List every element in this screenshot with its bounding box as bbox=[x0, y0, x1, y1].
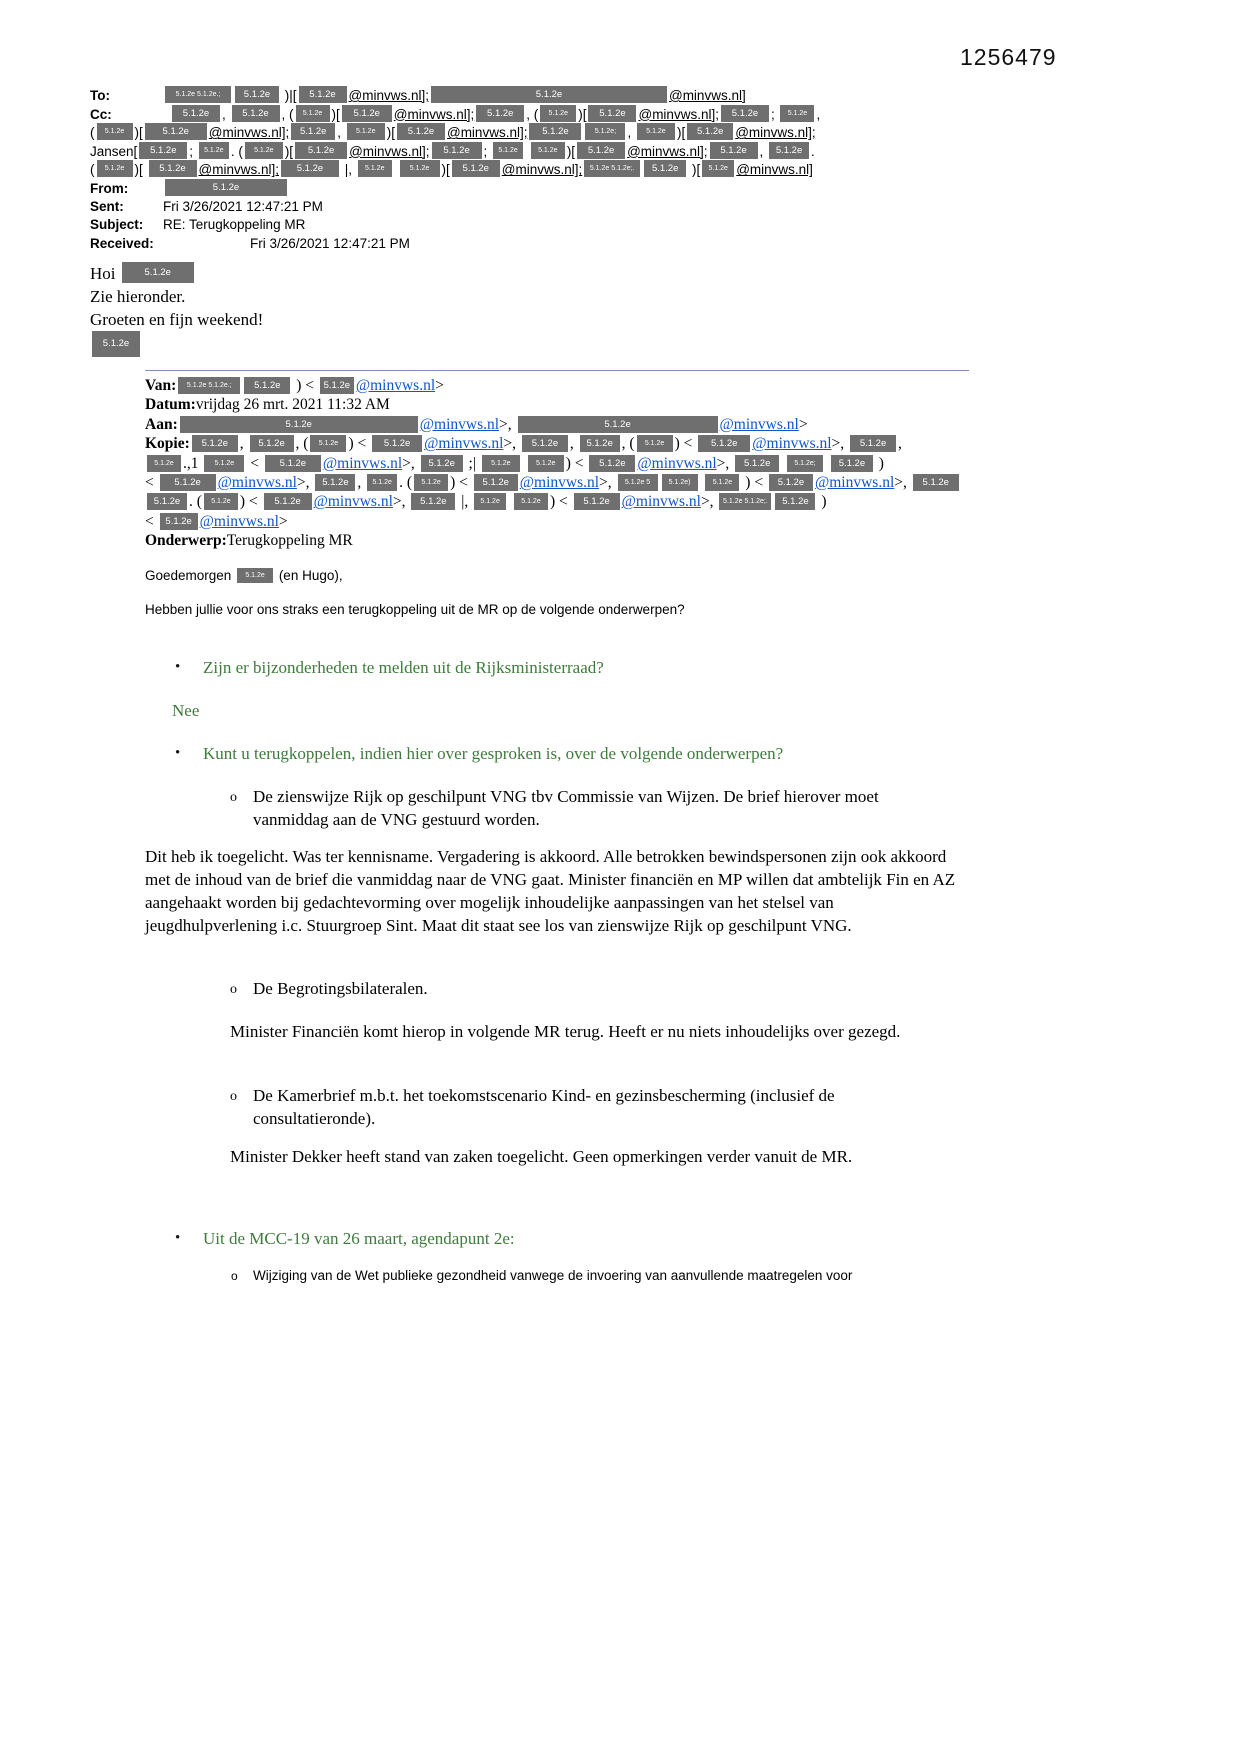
redaction-box: 5.1.2e bbox=[358, 160, 392, 177]
datum-line: Datum:vrijdag 26 mrt. 2021 11:32 AM bbox=[145, 396, 390, 414]
cc-continuation-2: ( 5.1.2e )[ 5.1.2e @minvws.nl]; 5.1.2e |, 5.1.2e 5.1.2e )[ 5.1.2e @minvws.nl]; 5.1.2e 5.1.2e;. 5.1.2e )[ 5.1.2e @minvws.nl] bbox=[90, 162, 813, 178]
redaction-box: 5.1.2e bbox=[574, 493, 620, 510]
redaction-box: 5.1.2e bbox=[199, 142, 229, 159]
field-label: Sent: bbox=[90, 198, 124, 214]
redaction-box: 5.1.2e bbox=[710, 142, 758, 159]
email-domain-text: @minvws.nl]; bbox=[446, 125, 528, 141]
cc-line: Cc: 5.1.2e , 5.1.2e , ( 5.1.2e )[ 5.1.2e @minvws.nl]; 5.1.2e , ( 5.1.2e )[ 5.1.2e @minvws.nl]; 5.1.2e ; 5.1.2e , bbox=[90, 105, 820, 124]
redaction-box: 5.1.2e bbox=[264, 493, 312, 510]
field-label: Onderwerp: bbox=[145, 532, 227, 550]
received-line: Received: Fri 3/26/2021 12:47:21 PM bbox=[90, 235, 820, 254]
email-domain-link[interactable]: @minvws.nl bbox=[313, 493, 393, 511]
redaction-box: 5.1.2e bbox=[281, 160, 339, 177]
redaction-box: 5.1.2e bbox=[769, 474, 813, 491]
redaction-box: 5.1.2e bbox=[780, 105, 814, 122]
redaction-box: 5.1.2e bbox=[97, 123, 133, 140]
redaction-box: 5.1.2e bbox=[518, 416, 718, 433]
answer-kamerbrief bbox=[230, 1145, 969, 1168]
redaction-box: 5.1.2e bbox=[97, 160, 133, 177]
redaction-box: 5.1.2e bbox=[296, 105, 330, 122]
paragraph-text: De Begrotingsbilateralen. bbox=[253, 978, 428, 998]
redaction-box: 5.1.2e bbox=[180, 416, 418, 433]
email-domain-link[interactable]: @minvws.nl bbox=[322, 454, 403, 472]
bullet-marker: • bbox=[175, 744, 181, 761]
bullet-marker: • bbox=[175, 1229, 181, 1246]
redaction-box: 5.1.2e bbox=[721, 105, 769, 122]
redaction-box: 5.1.2e bbox=[250, 435, 294, 452]
redaction-box: 5.1.2e bbox=[831, 455, 873, 472]
email-domain-link[interactable]: @minvws.nl bbox=[814, 474, 895, 492]
paragraph-text: Minister Financiën komt hierop in volgende MR terug. Heeft er nu niets inhoudelijks over gezegd. bbox=[230, 1021, 901, 1041]
see-below-line: Zie hieronder. bbox=[90, 287, 186, 306]
redaction-box: 5.1.2e bbox=[172, 105, 220, 122]
email-domain-link[interactable]: @minvws.nl bbox=[199, 512, 279, 530]
redaction-box: 5.1.2e bbox=[414, 474, 448, 491]
bullet-terugkoppelen bbox=[145, 742, 969, 765]
redaction-box: 5.1.2e bbox=[476, 105, 524, 122]
subbullet-wpg bbox=[145, 1267, 969, 1284]
redaction-box: 5.1.2e bbox=[245, 142, 283, 159]
bullet-marker: o bbox=[230, 981, 237, 997]
paragraph-text: Goedemorgen 5.1.2e (en Hugo), bbox=[145, 567, 343, 583]
redaction-box: 5.1.2e bbox=[232, 105, 280, 122]
redaction-box: 5.1.2e bbox=[421, 455, 463, 472]
bullet-marker: • bbox=[175, 658, 181, 675]
van-line: Van:5.1.2e 5.1.2e.; 5.1.2e ) < 5.1.2e @minvws.nl> bbox=[145, 377, 444, 394]
email-domain-text: @minvws.nl]; bbox=[627, 143, 708, 159]
bullet-marker: o bbox=[230, 1088, 237, 1104]
redaction-box: 5.1.2e bbox=[320, 377, 354, 394]
redaction-box: 5.1.2e bbox=[299, 86, 347, 103]
redaction-box: 5.1.2e bbox=[577, 142, 625, 159]
quoted-email-header bbox=[145, 376, 969, 551]
email-domain-text: @minvws.nl]; bbox=[393, 106, 475, 122]
redaction-box: 5.1.2e bbox=[237, 568, 273, 583]
redaction-box: 5.1.2e bbox=[705, 474, 739, 491]
redaction-box: 5.1.2e bbox=[775, 493, 815, 510]
kopie-line-1: Kopie:5.1.2e , 5.1.2e , ( 5.1.2e ) < 5.1.2e @minvws.nl>, 5.1.2e , 5.1.2e , ( 5.1.2e ) < 5.1.2e @minvws.nl>, 5.1.2e , bbox=[145, 435, 902, 453]
email-header bbox=[90, 86, 820, 253]
kopie-line-5: < 5.1.2e @minvws.nl> bbox=[145, 512, 288, 530]
paragraph-text: Dit heb ik toegelicht. Was ter kennisname. Vergadering is akkoord. Alle betrokken bewindspersonen zijn ook akkoord met de inhoud van de brief die vanmiddag naar de VNG gaat. Minister financiën en MP willen dat ambtelijk Fin en AZ aangehaakt worden bij gedachtevorming over mogelijk inhoudelijke aanpassingen van het stelsel van jeugdhulpverlening i.c. Stuurgroep Sint. Maat dit staat see los van zienswijze Rijk op geschilpunt VNG. bbox=[145, 846, 956, 935]
redaction-box: 5.1.2e bbox=[913, 474, 959, 491]
kopie-line-4: 5.1.2e . ( 5.1.2e ) < 5.1.2e @minvws.nl>, 5.1.2e |, 5.1.2e 5.1.2e ) < 5.1.2e @minvws.nl>, 5.1.2e 5.1.2e;. 5.1.2e ) bbox=[145, 492, 969, 511]
redaction-box: 5.1.2e bbox=[310, 435, 346, 452]
subbullet-begrotingsbilateralen bbox=[145, 977, 969, 1000]
kopie-line-2: 5.1.2e .,1 5.1.2e < 5.1.2e @minvws.nl>, 5.1.2e ;| 5.1.2e 5.1.2e ) < 5.1.2e @minvws.nl>, 5.1.2e 5.1.2e; 5.1.2e ) bbox=[145, 454, 969, 473]
redaction-box: 5.1.2e bbox=[244, 377, 290, 394]
question-paragraph bbox=[145, 601, 969, 618]
redaction-box: 5.1.2e bbox=[342, 105, 392, 122]
redaction-box: 5.1.2e bbox=[580, 435, 620, 452]
redaction-box: 5.1.2e bbox=[474, 474, 518, 491]
redaction-box: 5.1.2e 5.1.2e.; bbox=[165, 86, 231, 103]
redaction-box: 5.1.2e bbox=[347, 123, 385, 140]
field-label: Received: bbox=[90, 235, 154, 251]
subbullet-kamerbrief bbox=[145, 1084, 969, 1130]
cc-continuation-jansen: Jansen[ 5.1.2e ; 5.1.2e . ( 5.1.2e )[ 5.1.2e @minvws.nl]; 5.1.2e ; 5.1.2e 5.1.2e )[ 5.1.2e @minvws.nl]; 5.1.2e , 5.1.2e . bbox=[90, 143, 815, 159]
field-label: Kopie: bbox=[145, 435, 190, 453]
redaction-box: 5.1.2e bbox=[644, 160, 686, 177]
email-domain-text: @minvws.nl] bbox=[736, 162, 813, 178]
redaction-box: 5.1.2e bbox=[122, 262, 194, 283]
redaction-box: 5.1.2e bbox=[315, 474, 355, 491]
subbullet-zienswijze bbox=[145, 785, 969, 831]
email-domain-link[interactable]: @minvws.nl bbox=[419, 415, 500, 433]
email-domain-text: @minvws.nl]; bbox=[501, 162, 583, 178]
paragraph-text: Wijziging van de Wet publieke gezondheid vanwege de invoering van aanvullende maatregelen voor bbox=[253, 1267, 853, 1283]
email-domain-link[interactable]: @minvws.nl bbox=[217, 474, 297, 492]
redaction-box: 5.1.2e 5.1.2e;. bbox=[719, 493, 771, 510]
paragraph-text: Nee bbox=[172, 700, 200, 720]
quoted-email bbox=[145, 370, 969, 1284]
email-domain-link[interactable]: @minvws.nl bbox=[355, 377, 436, 394]
redaction-box: 5.1.2e bbox=[204, 455, 244, 472]
redaction-box: 5.1.2e bbox=[149, 160, 197, 177]
redaction-box: 5.1.2e bbox=[452, 160, 500, 177]
bullet-rijksministerraad bbox=[145, 656, 969, 679]
from-line bbox=[90, 179, 820, 198]
redaction-box: 5.1.2e bbox=[514, 493, 548, 510]
redaction-box: 5.1.2e bbox=[431, 86, 667, 103]
field-label: To: bbox=[90, 88, 110, 103]
field-label: Cc: bbox=[90, 106, 112, 122]
redaction-box: 5.1.2e bbox=[589, 455, 635, 472]
paragraph-toelichting bbox=[145, 845, 969, 937]
field-label: Van: bbox=[145, 377, 177, 394]
kopie-line-3: < 5.1.2e @minvws.nl>, 5.1.2e , 5.1.2e . ( 5.1.2e ) < 5.1.2e @minvws.nl>, 5.1.2e 5 5.1.2e) 5.1.2e ) < 5.1.2e @minvws.nl>, 5.1.2e bbox=[145, 473, 969, 492]
redaction-box: 5.1.2e; bbox=[585, 123, 625, 140]
redaction-box: 5.1.2e bbox=[92, 331, 140, 357]
redaction-box: 5.1.2e bbox=[160, 513, 198, 530]
email-domain-link[interactable]: @minvws.nl bbox=[752, 435, 832, 453]
redaction-box: 5.1.2e bbox=[528, 455, 564, 472]
redaction-box: 5.1.2e bbox=[588, 105, 636, 122]
redaction-box: 5.1.2e bbox=[147, 455, 181, 472]
redaction-box: 5.1.2e bbox=[522, 435, 568, 452]
redaction-box: 5.1.2e bbox=[400, 160, 440, 177]
greeting-paragraph bbox=[145, 567, 969, 584]
field-label: Subject: bbox=[90, 217, 144, 233]
redaction-box: 5.1.2e bbox=[529, 123, 581, 140]
redaction-box: 5.1.2e bbox=[769, 142, 809, 159]
email-domain-text: @minvws.nl]; bbox=[198, 162, 279, 178]
redaction-box: 5.1.2e bbox=[291, 123, 335, 140]
redaction-box: 5.1.2e bbox=[735, 455, 779, 472]
redaction-box: 5.1.2e bbox=[411, 493, 455, 510]
email-domain-link[interactable]: @minvws.nl bbox=[719, 415, 799, 433]
email-domain-link[interactable]: @minvws.nl bbox=[424, 435, 504, 453]
paragraph-text: De zienswijze Rijk op geschilpunt VNG tbv Commissie van Wijzen. De brief hierover moet vanmiddag aan de VNG gestuurd worden. bbox=[253, 786, 879, 829]
redaction-box: 5.1.2e bbox=[160, 474, 216, 491]
bullet-marker: o bbox=[230, 789, 237, 805]
redaction-box: 5.1.2e bbox=[165, 179, 287, 196]
redaction-box: 5.1.2e bbox=[192, 435, 238, 452]
email-intro bbox=[90, 262, 263, 359]
email-domain-text: @minvws.nl]; bbox=[349, 143, 430, 159]
redaction-box: 5.1.2e bbox=[850, 435, 896, 452]
redaction-box: 5.1.2e bbox=[687, 123, 733, 140]
redaction-box: 5.1.2e bbox=[145, 123, 207, 140]
redaction-box: 5.1.2e bbox=[367, 474, 397, 491]
redaction-box: 5.1.2e bbox=[540, 105, 576, 122]
signature-line bbox=[90, 331, 263, 359]
email-domain-text: @minvws.nl]; bbox=[208, 125, 290, 141]
paragraph-text: Minister Dekker heeft stand van zaken toegelicht. Geen opmerkingen verder vanuit de MR. bbox=[230, 1146, 853, 1166]
field-label: Aan: bbox=[145, 415, 178, 433]
paragraph-text: Hebben jullie voor ons straks een terugkoppeling uit de MR op de volgende onderwerpen? bbox=[145, 601, 685, 617]
email-domain-text: @minvws.nl]; bbox=[348, 88, 429, 103]
redaction-box: 5.1.2e bbox=[432, 142, 482, 159]
redaction-box: 5.1.2e bbox=[265, 455, 321, 472]
redaction-box: 5.1.2e) bbox=[662, 474, 698, 491]
redaction-box: 5.1.2e 5.1.2e;. bbox=[584, 160, 640, 177]
redaction-box: 5.1.2e bbox=[147, 493, 187, 510]
redaction-box: 5.1.2e bbox=[637, 435, 673, 452]
redaction-box: 5.1.2e; bbox=[787, 455, 823, 472]
email-domain-text: @minvws.nl]; bbox=[735, 125, 816, 141]
redaction-box: 5.1.2e bbox=[637, 123, 675, 140]
answer-nee bbox=[172, 699, 969, 722]
redaction-box: 5.1.2e bbox=[474, 493, 506, 510]
redaction-box: 5.1.2e bbox=[139, 142, 187, 159]
redaction-box: 5.1.2e bbox=[372, 435, 422, 452]
email-domain-text: @minvws.nl]; bbox=[638, 106, 719, 122]
answer-begrotingsbilateralen bbox=[230, 1020, 969, 1043]
greeting-line: Hoi 5.1.2e bbox=[90, 262, 263, 285]
redaction-box: 5.1.2e bbox=[493, 142, 523, 159]
redaction-box: 5.1.2e bbox=[482, 455, 520, 472]
subject-line: Subject: RE: Terugkoppeling MR bbox=[90, 216, 820, 235]
redaction-box: 5.1.2e bbox=[295, 142, 347, 159]
paragraph-text: Uit de MCC-19 van 26 maart, agendapunt 2e: bbox=[203, 1228, 515, 1248]
onderwerp-line: Onderwerp:Terugkoppeling MR bbox=[145, 532, 353, 550]
sent-line: Sent: Fri 3/26/2021 12:47:21 PM bbox=[90, 198, 820, 217]
email-domain-link[interactable]: @minvws.nl bbox=[621, 493, 701, 511]
bullet-marker: o bbox=[231, 1268, 238, 1283]
redaction-box: 5.1.2e bbox=[531, 142, 565, 159]
redaction-box: 5.1.2e 5.1.2e.; bbox=[178, 377, 240, 394]
paragraph-text: De Kamerbrief m.b.t. het toekomstscenario Kind- en gezinsbescherming (inclusief de consultatieronde). bbox=[253, 1085, 835, 1128]
email-domain-link[interactable]: @minvws.nl bbox=[519, 474, 600, 492]
paragraph-text: Kunt u terugkoppelen, indien hier over gesproken is, over de volgende onderwerpen? bbox=[203, 743, 784, 763]
aan-line: Aan: 5.1.2e @minvws.nl>, 5.1.2e @minvws.nl> bbox=[145, 415, 808, 433]
redaction-box: 5.1.2e bbox=[235, 86, 279, 103]
paragraph-text: Zijn er bijzonderheden te melden uit de Rijksministerraad? bbox=[203, 657, 604, 677]
redaction-box: 5.1.2e bbox=[698, 435, 750, 452]
redaction-box: 5.1.2e bbox=[397, 123, 445, 140]
email-domain-link[interactable]: @minvws.nl bbox=[637, 454, 717, 472]
cc-continuation-1: ( 5.1.2e )[ 5.1.2e @minvws.nl]; 5.1.2e , 5.1.2e )[ 5.1.2e @minvws.nl]; 5.1.2e 5.1.2e; , 5.1.2e )[ 5.1.2e @minvws.nl]; bbox=[90, 125, 816, 141]
signoff-line: Groeten en fijn weekend! bbox=[90, 310, 264, 329]
bullet-mcc19 bbox=[145, 1227, 969, 1250]
email-domain-text: @minvws.nl] bbox=[668, 88, 746, 103]
redaction-box: 5.1.2e bbox=[204, 493, 238, 510]
quoted-email-body bbox=[145, 567, 969, 1284]
redaction-box: 5.1.2e bbox=[702, 160, 734, 177]
document-number: 1256479 bbox=[960, 44, 1057, 70]
to-line: To: 5.1.2e 5.1.2e.; 5.1.2e )|[ 5.1.2e @minvws.nl]; 5.1.2e @minvws.nl] bbox=[90, 86, 820, 105]
field-label: Datum: bbox=[145, 396, 196, 414]
redaction-box: 5.1.2e 5 bbox=[618, 474, 658, 491]
field-label: From: bbox=[90, 180, 129, 196]
